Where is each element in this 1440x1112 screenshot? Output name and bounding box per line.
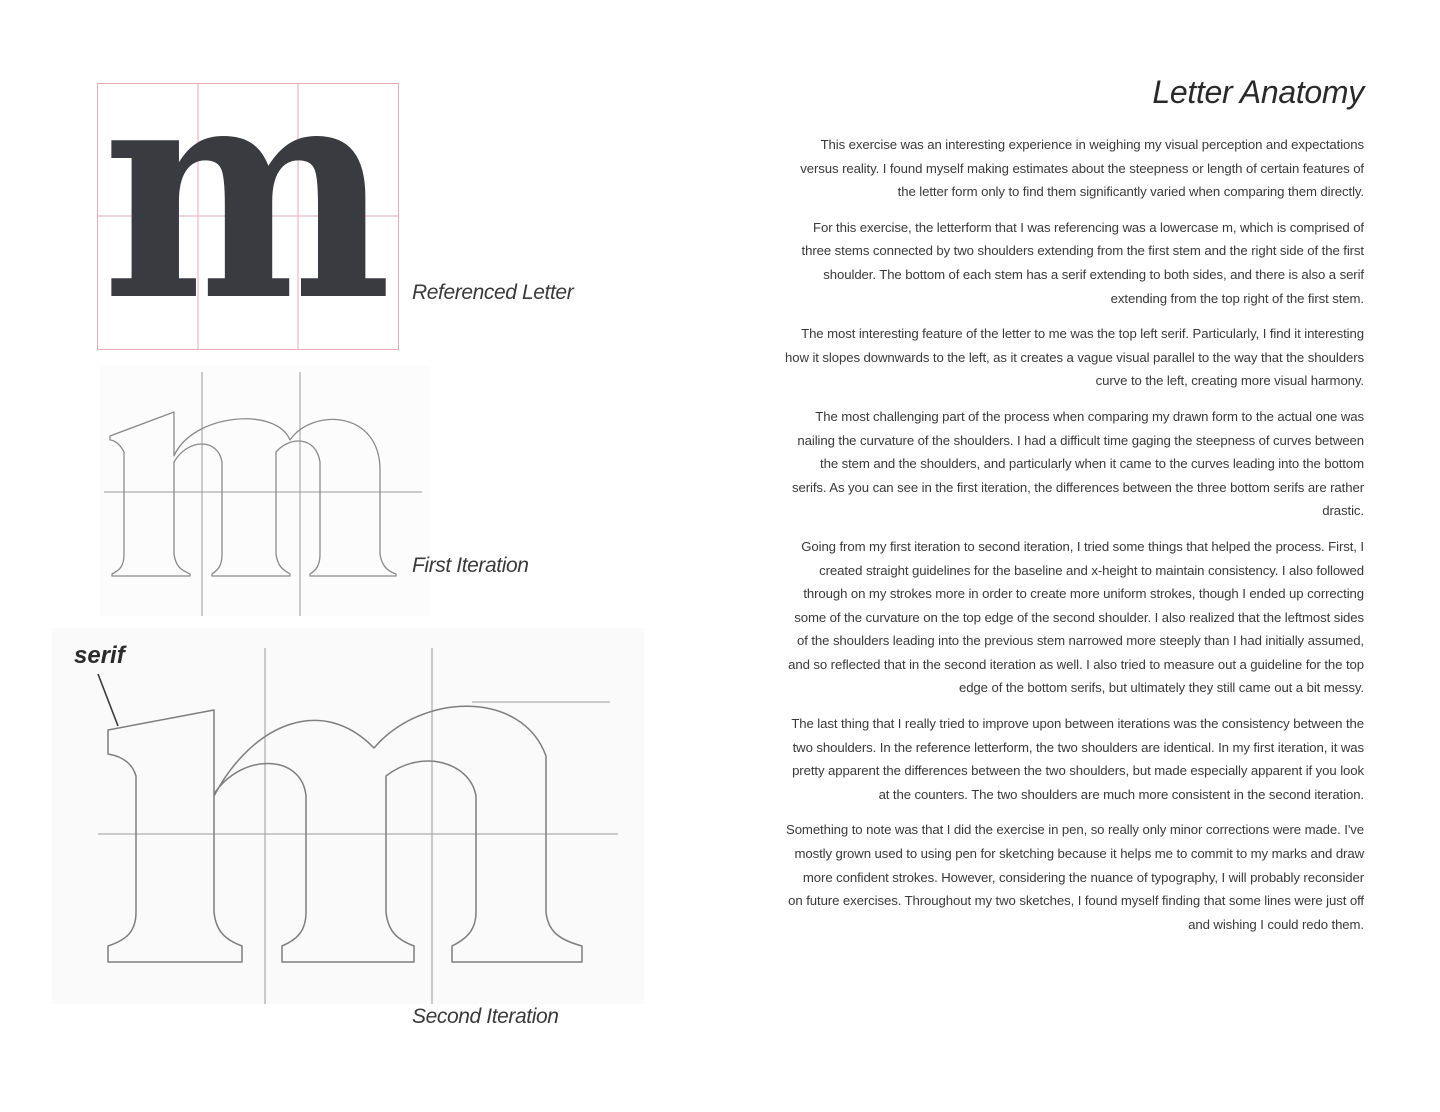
paragraph: The last thing that I really tried to improve upon between iterations was the consistency between the two shoulders. In the reference letterform, the two shoulders are identical. In my first iteration, it was pretty apparent the differences between the two shoulders, but made especially apparent if you look at the counters. The two shoulders are much more consistent in the second iteration.: [791, 716, 1364, 802]
first-iteration-sketch: [100, 366, 430, 616]
serif-pointer: [98, 674, 118, 726]
paragraph: For this exercise, the letterform that I was referencing was a lowercase m, which is comprised of three stems connected by two shoulders extending from the first stem and the right side of the first shoulder. The bottom of each stem has a serif extending to both sides, and there is also a serif extending from the top right of the first stem.: [801, 219, 1364, 306]
body-text: [785, 133, 1364, 948]
paragraph: Something to note was that I did the exercise in pen, so really only minor corrections were made. I've mostly grown used to using pen for sketching because it helps me to commit to my marks and draw more confident strokes. However, considering the nuance of typography, I will probably reconsider on future exercises. Throughout my two sketches, I found myself finding that some lines were just off and wishing I could redo them.: [786, 822, 1364, 932]
second-guidelines: [98, 648, 618, 1004]
reference-letter-figure: [96, 82, 400, 352]
reference-caption: Referenced Letter: [412, 281, 574, 304]
paragraph: The most interesting feature of the letter to me was the top left serif. Particularly, I find it interesting how it slopes downwards to the left, as it creates a vague visual parallel to the way that the shoulders curve to the left, creating more visual harmony.: [785, 326, 1364, 389]
reference-glyph: m: [102, 82, 392, 352]
second-iteration-sketch: [52, 628, 644, 1004]
first-guidelines: [104, 372, 422, 616]
paragraph: Going from my first iteration to second iteration, I tried some things that helped the process. First, I created straight guidelines for the baseline and x-height to maintain consistency. I also followed through on my strokes more in order to create more uniform strokes, though I ended up correcting some of the curvature on the top edge of the second shoulder. I also realized that the leftmost sides of the shoulders leading into the previous stem narrowed more steeply than I had initially assumed, and so reflected that in the second iteration as well. I also tried to measure out a guideline for the top edge of the bottom serifs, but ultimately they still came out a bit messy.: [788, 538, 1364, 696]
paragraph: This exercise was an interesting experience in weighing my visual perception and expectations versus reality. I found myself making estimates about the steepness or length of certain features of the letter form only to find them significantly varied when comparing them directly.: [800, 137, 1364, 200]
serif-annotation: serif: [74, 642, 125, 669]
second-caption: Second Iteration: [412, 1005, 559, 1028]
page-title: Letter Anatomy: [1152, 74, 1364, 110]
first-caption: First Iteration: [412, 554, 529, 577]
paragraph: The most challenging part of the process when comparing my drawn form to the actual one was nailing the curvature of the shoulders. I had a difficult time gaging the steepness of curves between the stem and the shoulders, and particularly when it came to the curves leading into the bottom serifs. As you can see in the first iteration, the differences between the three bottom serifs are rather drastic.: [791, 408, 1364, 519]
first-outline: [110, 412, 396, 576]
